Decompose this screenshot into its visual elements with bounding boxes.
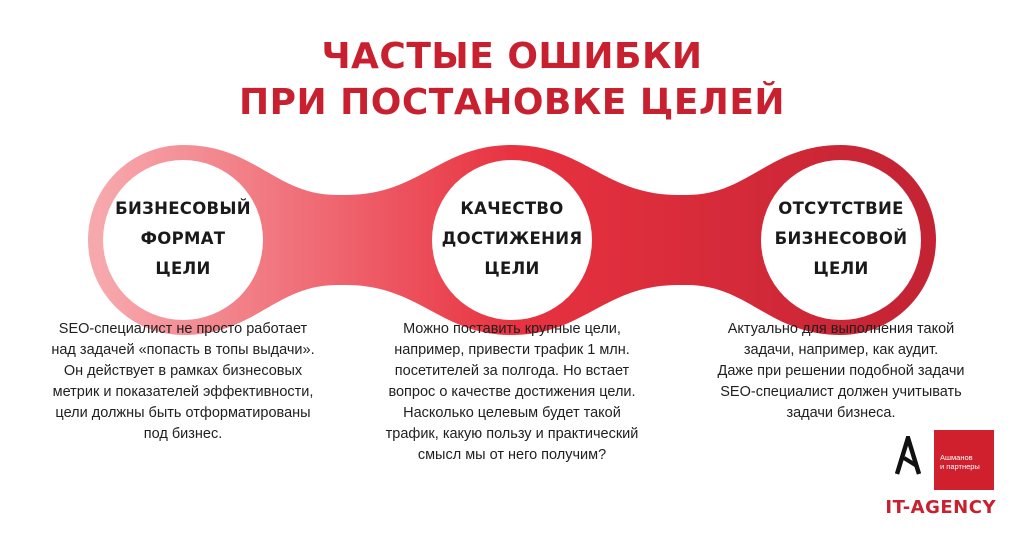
description-line: задачи, например, как аудит. bbox=[743, 342, 939, 358]
ashmanov-logo-box bbox=[934, 430, 994, 490]
description-line: под бизнес. bbox=[143, 426, 223, 442]
logo-box-line-1: Ашманов bbox=[940, 453, 973, 462]
description-line: задачи бизнеса. bbox=[786, 405, 896, 421]
description-line: SEO-специалист должен учитывать bbox=[720, 384, 962, 400]
description-line: цели должны быть отформатированы bbox=[55, 405, 311, 421]
step-1-label-line: ФОРМАТ bbox=[140, 229, 226, 248]
step-2-label-line: ЦЕЛИ bbox=[484, 259, 540, 278]
step-1-label-line: БИЗНЕСОВЫЙ bbox=[115, 199, 251, 218]
step-2-label-line: ДОСТИЖЕНИЯ bbox=[441, 229, 583, 248]
description-line: SEO-специалист не просто работает bbox=[58, 321, 308, 337]
description-line: Можно поставить крупные цели, bbox=[403, 321, 621, 337]
step-3-description bbox=[681, 319, 1001, 424]
step-1-description bbox=[23, 319, 343, 445]
description-line: над задачей «попасть в топы выдачи». bbox=[51, 342, 315, 358]
description-line: смысл мы от него получим? bbox=[417, 447, 607, 463]
title-line-1: ЧАСТЫЕ ОШИБКИ bbox=[321, 36, 703, 77]
description-line: посетителей за полгода. Но встает bbox=[394, 363, 630, 379]
step-3-label-line: ЦЕЛИ bbox=[813, 259, 869, 278]
step-1-label bbox=[103, 194, 263, 284]
description-line: Актуально для выполнения такой bbox=[727, 321, 955, 337]
description-line: метрик и показателей эффективности, bbox=[52, 384, 314, 400]
step-3-label-line: БИЗНЕСОВОЙ bbox=[774, 229, 908, 248]
description-line: например, привести трафик 1 млн. bbox=[394, 342, 630, 358]
step-3-label bbox=[761, 194, 921, 284]
description-line: Он действует в рамках бизнесовых bbox=[63, 363, 303, 379]
step-2-label-line: КАЧЕСТВО bbox=[460, 199, 564, 218]
description-line: трафик, какую пользу и практический bbox=[385, 426, 639, 442]
logo-box-line-2: и партнеры bbox=[940, 462, 980, 471]
step-2-label bbox=[432, 194, 592, 284]
description-line: Даже при решении подобной задачи bbox=[717, 363, 965, 379]
description-line: Насколько целевым будет такой bbox=[403, 405, 621, 421]
arrow-a-logo-icon bbox=[895, 436, 921, 476]
step-2-description bbox=[352, 319, 672, 466]
brand-name: IT-AGENCY bbox=[885, 497, 996, 518]
title-line-2: ПРИ ПОСТАНОВКЕ ЦЕЛЕЙ bbox=[238, 82, 786, 123]
step-3-label-line: ОТСУТСТВИЕ bbox=[778, 199, 904, 218]
step-1-label-line: ЦЕЛИ bbox=[155, 259, 211, 278]
description-line: вопрос о качестве достижения цели. bbox=[388, 384, 636, 400]
